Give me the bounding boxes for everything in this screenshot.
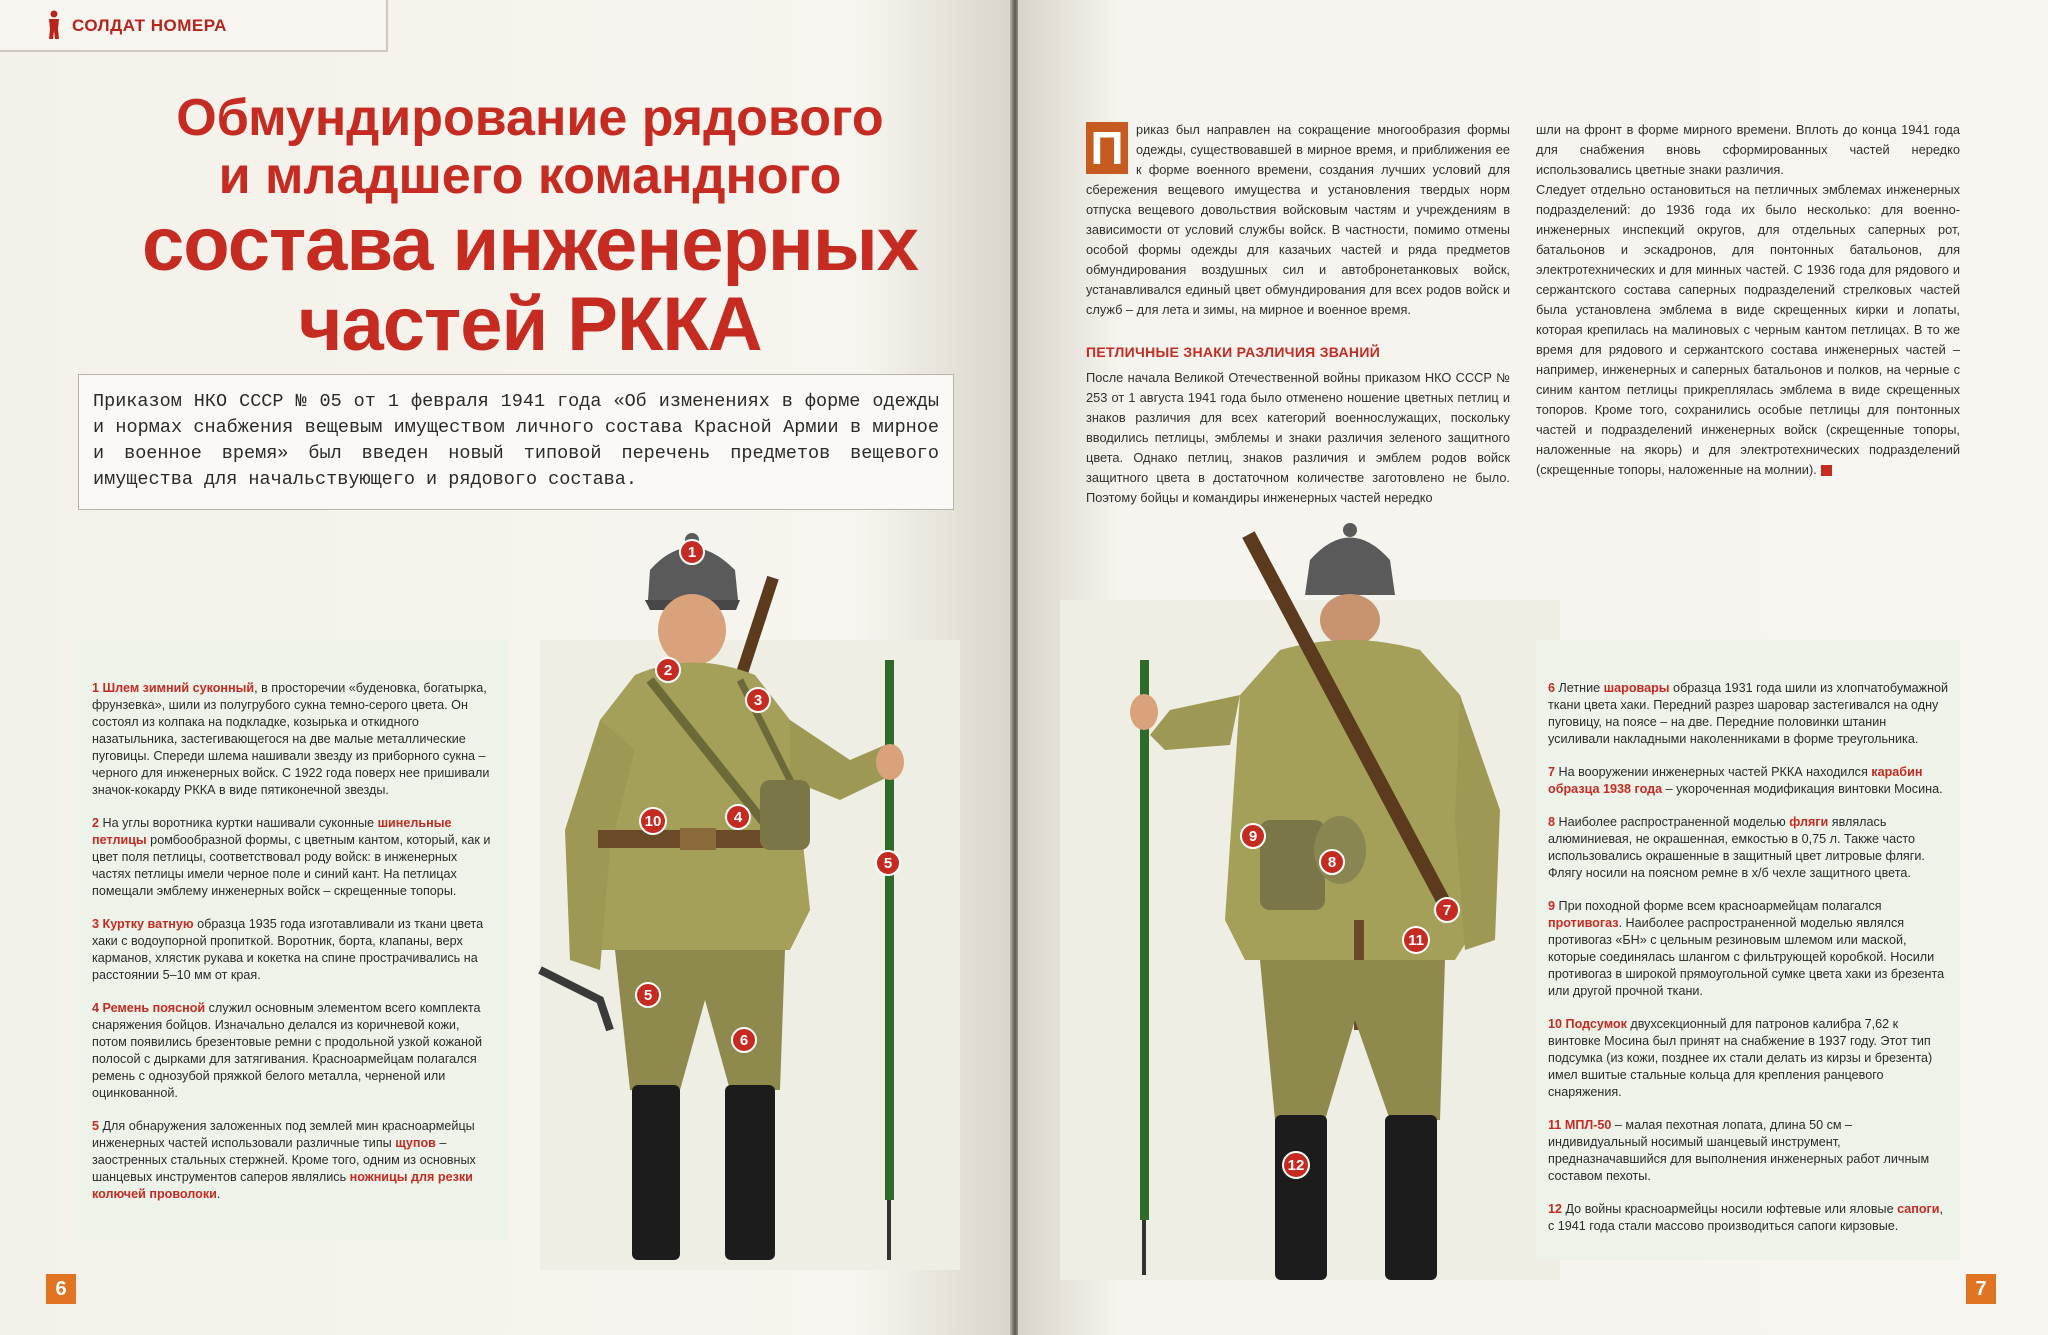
note-5: 5 Для обнаружения заложенных под землей мин красноармейцы инженерных частей использовали различные типы щупов – заостренных стальных стержней. Кроме того, одним из основных шанцевых инструментов саперов являлись ножницы для резки колючей проволоки. xyxy=(92,1119,476,1201)
soldier-icon xyxy=(46,10,62,40)
svg-text:6: 6 xyxy=(739,1032,749,1049)
note-7: 7 На вооружении инженерных частей РККА находился карабин образца 1938 года – укороченная модификация винтовки Мосина. xyxy=(1548,765,1943,796)
svg-text:11: 11 xyxy=(1408,932,1424,949)
end-mark xyxy=(1821,465,1832,476)
article-column-2 xyxy=(1536,120,1960,480)
marker-11 xyxy=(1403,927,1429,953)
page-number-left: 6 xyxy=(46,1274,76,1304)
note-4: 4 Ремень поясной служил основным элементом всего комплекта снаряжения бойцов. Изначально делался из коричневой кожи, потом появились брезентовые ремни с продольной узкой кожаной полосой с дырками для затягивания. Красноармейцам полагался ремень с однозубой пряжкой белого металла, черненой или оцинкованной. xyxy=(92,1001,483,1100)
title-line-4: частей РККА xyxy=(298,282,762,367)
article-paragraph-3: шли на фронт в форме мирного времени. Вплоть до конца 1941 года для снабжения вновь сформированных частей нередко использовались цветные знаки различия. xyxy=(1536,122,1960,177)
intro-text: Приказом НКО СССР № 05 от 1 февраля 1941 года «Об изменениях в форме одежды и нормах снабжения вещевым имуществом личного состава Красной Армии в мирное и военное время» был введен новый типовой перечень предметов вещевого имущества для начальствующего и рядового состава. xyxy=(93,391,939,490)
svg-text:3: 3 xyxy=(753,692,763,709)
svg-text:8: 8 xyxy=(1327,854,1337,871)
article-column-1 xyxy=(1086,120,1510,508)
section-title: СОЛДАТ НОМЕРА xyxy=(72,16,227,35)
note-1: 1 Шлем зимний суконный, в просторечии «буденовка, богатырка, фрунзевка», шили из полугрубого сукна темно-серого цвета. Он состоял из колпака на подкладке, козырька и откидного назатыльника, застегивающегося на две малые металлические пуговицы. Спереди шлема нашивали звезду из приборного сукна – черного для инженерных войск. С 1922 года поверх нее пришивали значок-кокарду РККА в виде пятиконечной звезды. xyxy=(92,681,490,797)
notes-left xyxy=(92,680,496,1219)
marker-8 xyxy=(1320,850,1344,874)
title-line-2: и младшего командного xyxy=(218,147,842,205)
soldier-front-illustration xyxy=(540,530,960,1290)
note-3: 3 Куртку ватную образца 1935 года изготавливали из ткани цвета хаки с водоупорной пропиткой. Воротник, борта, клапаны, верх карманов, хлястик рукава и кокетка на спине прострачивались на расстоянии 5–10 мм от края. xyxy=(92,917,484,982)
marker-6 xyxy=(732,1028,756,1052)
marker-10 xyxy=(640,808,666,834)
svg-text:2: 2 xyxy=(663,662,673,679)
note-12: 12 До войны красноармейцы носили юфтевые или яловые сапоги, с 1941 года стали массово производиться сапоги кирзовые. xyxy=(1548,1202,1944,1233)
article-paragraph-2: После начала Великой Отечественной войны приказом НКО СССР № 253 от 1 августа 1941 года было отменено ношение цветных петлиц и знаков различия для всех категорий военнослужащих, поскольку вводились петлицы, эмблемы и знаки различия зеленого защитного цвета. Однако петлиц, знаков различия и эмблем родов войск защитного цвета в достаточном количестве заготовлено не было. Поэтому бойцы и командиры инженерных частей нередко xyxy=(1086,370,1510,505)
svg-text:5: 5 xyxy=(883,855,893,872)
marker-12 xyxy=(1283,1152,1309,1178)
soldier-back-illustration xyxy=(1110,520,1550,1290)
note-8: 8 Наиболее распространенной моделью фляги являлась алюминиевая, не окрашенная, емкостью в 0,75 л. Также часто использовались окрашенные в защитный цвет литровые фляги. Флягу носили на поясном ремне в х/б чехле защитного цвета. xyxy=(1548,815,1925,880)
article-paragraph-1: П риказ был направлен на сокращение многообразия формы одежды, существовавшей в мирное время, и приближения ее к форме военного времени, создания лучших условий для сбережения вещевого имущества и установления твердых норм отпуска вещевого довольствия войсковым частям и учреждениям в зависимости от условий службы войск. В частности, помимо отмены особой формы одежды для казачьих частей и ряда предметов обмундирования воздушных сил и автобронетанковых войск, устанавливался единый цвет обмундирования для всех родов войск и служб – для лета и зимы, на мирное и военное время. xyxy=(1086,122,1510,317)
svg-text:7: 7 xyxy=(1442,902,1452,919)
svg-text:10: 10 xyxy=(644,813,662,830)
svg-text:9: 9 xyxy=(1248,828,1258,845)
note-11: 11 МПЛ-50 – малая пехотная лопата, длина 50 см – индивидуальный носимый шанцевый инструмент, предназначавшийся для выполнения инженерных работ личным составом пехоты. xyxy=(1548,1118,1930,1183)
notes-right xyxy=(1548,680,1950,1251)
svg-text:1: 1 xyxy=(687,544,697,561)
svg-text:12: 12 xyxy=(1287,1157,1305,1174)
svg-text:4: 4 xyxy=(733,809,743,826)
note-2: 2 На углы воротника куртки нашивали суконные шинельные петлицы ромбообразной формы, с цветным кантом, который, как и цвет поля петлицы, соответствовал роду войск: в инженерных частях петлицы имели черное поле и синий кант. На петлицах помещали эмблему инженерных войск – скрещенные топоры. xyxy=(92,816,491,898)
marker-2 xyxy=(656,658,680,682)
dropcap: П xyxy=(1086,122,1128,174)
note-6: 6 Летние шаровары образца 1931 года шили из хлопчатобумажной ткани цвета хаки. Передний разрез шаровар застегивался на одну пуговицу, на поясе – на две. Передние половинки штанин усиливали накладными наколенниками в форме треугольника. xyxy=(1548,681,1949,746)
page-number-right: 7 xyxy=(1966,1274,1996,1304)
marker-4 xyxy=(726,805,750,829)
marker-9 xyxy=(1241,824,1265,848)
note-9: 9 При походной форме всем красноармейцам полагался противогаз. Наиболее распространенной моделью являлся противогаз «БН» с цельным резиновым шлемом или маской, которые соединялась шлангом с фильтрующей коробкой. Носили противогаз в широкой прямоугольной сумке цвета хаки из брезента или другой прочной ткани. xyxy=(1548,899,1945,998)
marker-1 xyxy=(680,540,704,564)
marker-5 xyxy=(876,851,900,875)
marker-5b xyxy=(636,983,660,1007)
marker-7 xyxy=(1435,898,1459,922)
svg-text:5: 5 xyxy=(643,987,653,1004)
article-paragraph-4: Следует отдельно остановиться на петличных эмблемах инженерных подразделений: до 1936 года их было несколько: для военно-инженерных инспекций округов, для отдельных саперных рот, батальонов и эскадронов, для понтонных батальонов, для электротехнических и для минных частей. С 1936 года для рядового и сержантского состава саперных подразделений стрелковых частей была установлена эмблема в виде скрещенных кирки и лопаты, которая крепилась на малиновых с черным кантом петлицах. В то же время для рядового и сержантского состава инженерных частей – например, инженерных и саперных батальонов и полков, на черные с синим кантом петлицы прикреплялась эмблема в виде скрещенных топоров. Кроме того, сохранились особые петлицы для понтонных частей и подразделений инженерных войск (скрещенные топоры, наложенные на якорь) и для электротехнических подразделений (скрещенные топоры, наложенные на молнии). xyxy=(1536,182,1960,477)
marker-3 xyxy=(746,688,770,712)
intro-box xyxy=(78,374,954,510)
section-header xyxy=(0,0,388,52)
title-line-1: Обмундирование рядового xyxy=(176,89,884,147)
title-line-3: состава инженерных xyxy=(142,202,918,287)
note-10: 10 Подсумок двухсекционный для патронов калибра 7,62 к винтовке Мосина был принят на снабжение в 1937 году. Этот тип подсумка (из кожи, позднее их стали делать из кирзы и брезента) имел вшитые стальные кольца для крепления ранцевого снаряжения. xyxy=(1548,1017,1933,1099)
article-subhead: ПЕТЛИЧНЫЕ ЗНАКИ РАЗЛИЧИЯ ЗВАНИЙ xyxy=(1086,344,1381,360)
left-page xyxy=(0,0,1012,1335)
